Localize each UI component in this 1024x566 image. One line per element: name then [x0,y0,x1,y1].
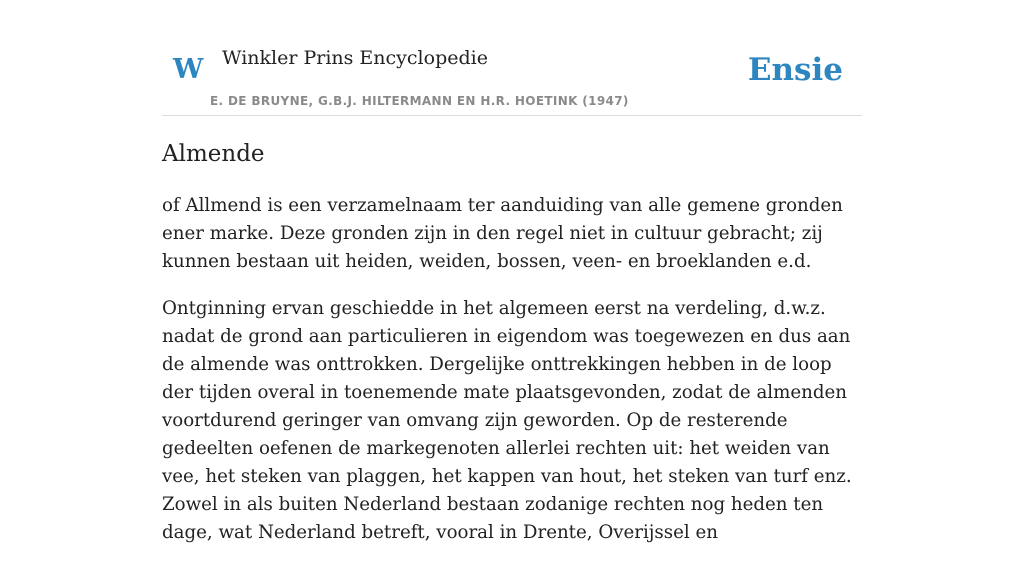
ensie-brand-logo[interactable]: Ensie [747,52,843,88]
header-divider [162,115,862,116]
publication-logo[interactable]: W [173,54,204,85]
publication-title[interactable]: Winkler Prins Encyclopedie [222,47,488,69]
article-paragraph: of Allmend is een verzamelnaam ter aanduiding van alle gemene gronden ener marke. Deze gronden zijn in den regel niet in cultuur gebracht; zij kunnen bestaan uit heiden, weiden, bossen, veen- en broeklanden e.d. [162,195,843,272]
article-paragraph: Ontginning ervan geschiedde in het algemeen eerst na verdeling, d.w.z. nadat de grond aan particulieren in eigendom was toegewezen en dus aan de almende was onttrokken. Dergelijke onttrekkingen hebben in de loop der tijden overal in toenemende mate plaatsgevonden, zodat de almenden voortdurend geringer van omvang zijn geworden. Op de resterende gedeelten oefenen de markegenoten allerlei rechten uit: het weiden van vee, het steken van plaggen, het kappen van hout, het steken van turf enz. Zowel in als buiten Nederland bestaan zodanige rechten nog heden ten dage, wat Nederland betreft, vooral in Drente, Overijssel en [162,298,852,543]
article-title: Almende [162,141,265,167]
publication-authors: E. DE BRUYNE, G.B.J. HILTERMANN EN H.R. HOETINK (1947) [210,94,629,108]
article-body [162,192,862,566]
